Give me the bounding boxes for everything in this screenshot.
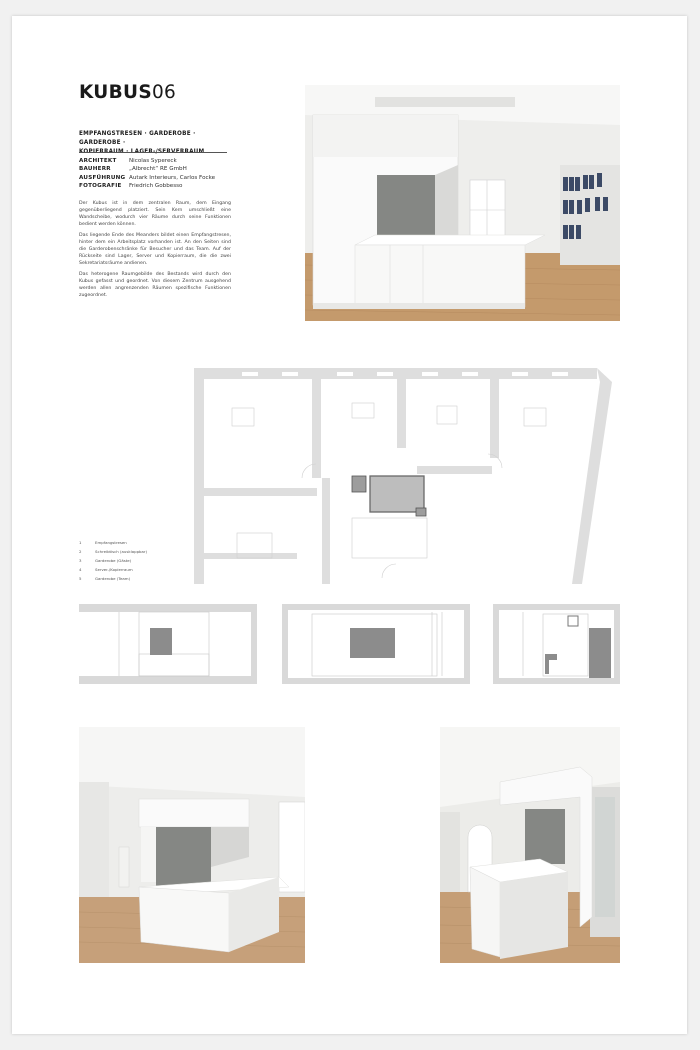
legend-number: 3 bbox=[79, 558, 82, 563]
photo-bottom-left bbox=[79, 727, 305, 963]
description-paragraph: Das heterogene Raumgebilde des Bestands wird durch den Kubus gefasst und geordnet. Von diesem Zentrum ausgehend werden allen angrenzenden Räumen spezifische Funktionen zugeordnet. bbox=[79, 271, 231, 298]
credit-value: „Albrecht“ RE GmbH bbox=[129, 166, 187, 173]
legend-label: Garderobe (Gäste) bbox=[95, 558, 132, 563]
poster-sheet bbox=[12, 16, 687, 1034]
title-number: 06 bbox=[151, 82, 177, 103]
legend-item bbox=[79, 574, 147, 583]
credit-label: FOTOGRAFIE bbox=[79, 182, 122, 189]
floor-plan bbox=[172, 368, 622, 584]
description-paragraph: Das liegende Ende des Meanders bildet einen Empfangstresen, hinter dem ein Arbeitsplatz vorhanden ist. An den Seiten sind die Garderobenschränke für Besucher und das Team. Auf der Rückseite sind Lager, Server und Kopierraum, die die zwei Sekretariatsräume andienen. bbox=[79, 233, 231, 266]
credit-row bbox=[79, 157, 244, 165]
legend-number: 4 bbox=[79, 567, 82, 572]
credits-table bbox=[79, 157, 244, 190]
section-drawing-2 bbox=[282, 604, 470, 684]
credit-label: ARCHITEKT bbox=[79, 158, 117, 164]
legend-item bbox=[79, 565, 147, 574]
legend-number: 1 bbox=[79, 540, 82, 545]
legend-item bbox=[79, 547, 147, 556]
legend-label: Garderobe (Team) bbox=[95, 576, 131, 581]
credit-label: BAUHERR bbox=[79, 166, 111, 173]
credit-label: AUSFÜHRUNG bbox=[79, 174, 126, 181]
legend-number: 2 bbox=[79, 549, 82, 554]
legend-item bbox=[79, 538, 147, 547]
description-paragraph: Der Kubus ist in dem zentralen Raum, dem Eingang gegenüberliegend platziert. Sein Kern umschließt eine Wandscheibe, wodurch vier Räume durch seine Funktionen bedient werden können. bbox=[79, 201, 231, 227]
section-drawing-3 bbox=[493, 604, 620, 684]
credit-row bbox=[79, 174, 244, 182]
legend-number: 5 bbox=[79, 576, 82, 581]
photo-bottom-right bbox=[440, 727, 620, 963]
legend-label: Schreibtisch (ausklappbar) bbox=[95, 549, 148, 554]
project-description bbox=[79, 201, 231, 304]
subtitle-line: KOPIERRAUM · LAGER-/SERVERRAUM bbox=[79, 149, 205, 155]
project-title bbox=[79, 84, 176, 103]
main-photo bbox=[305, 85, 620, 321]
section-drawing-1 bbox=[79, 604, 259, 684]
divider bbox=[79, 152, 227, 153]
legend-label: Empfangstresen bbox=[95, 540, 127, 545]
title-bold: KUBUS bbox=[79, 82, 152, 103]
legend-item bbox=[79, 556, 147, 565]
subtitle-line: EMPFANGSTRESEN · GARDEROBE · GARDEROBE · bbox=[79, 131, 196, 146]
legend-label: Server-/Kopierraum bbox=[95, 567, 133, 572]
plan-legend bbox=[79, 538, 147, 583]
credit-row bbox=[79, 165, 244, 173]
credit-row bbox=[79, 182, 244, 190]
credit-value: Friedrich Gobbesso bbox=[129, 182, 183, 189]
credit-value: Nicolas Sypereck bbox=[129, 158, 177, 164]
credit-value: Autark Interieurs, Carlos Focke bbox=[129, 174, 216, 181]
